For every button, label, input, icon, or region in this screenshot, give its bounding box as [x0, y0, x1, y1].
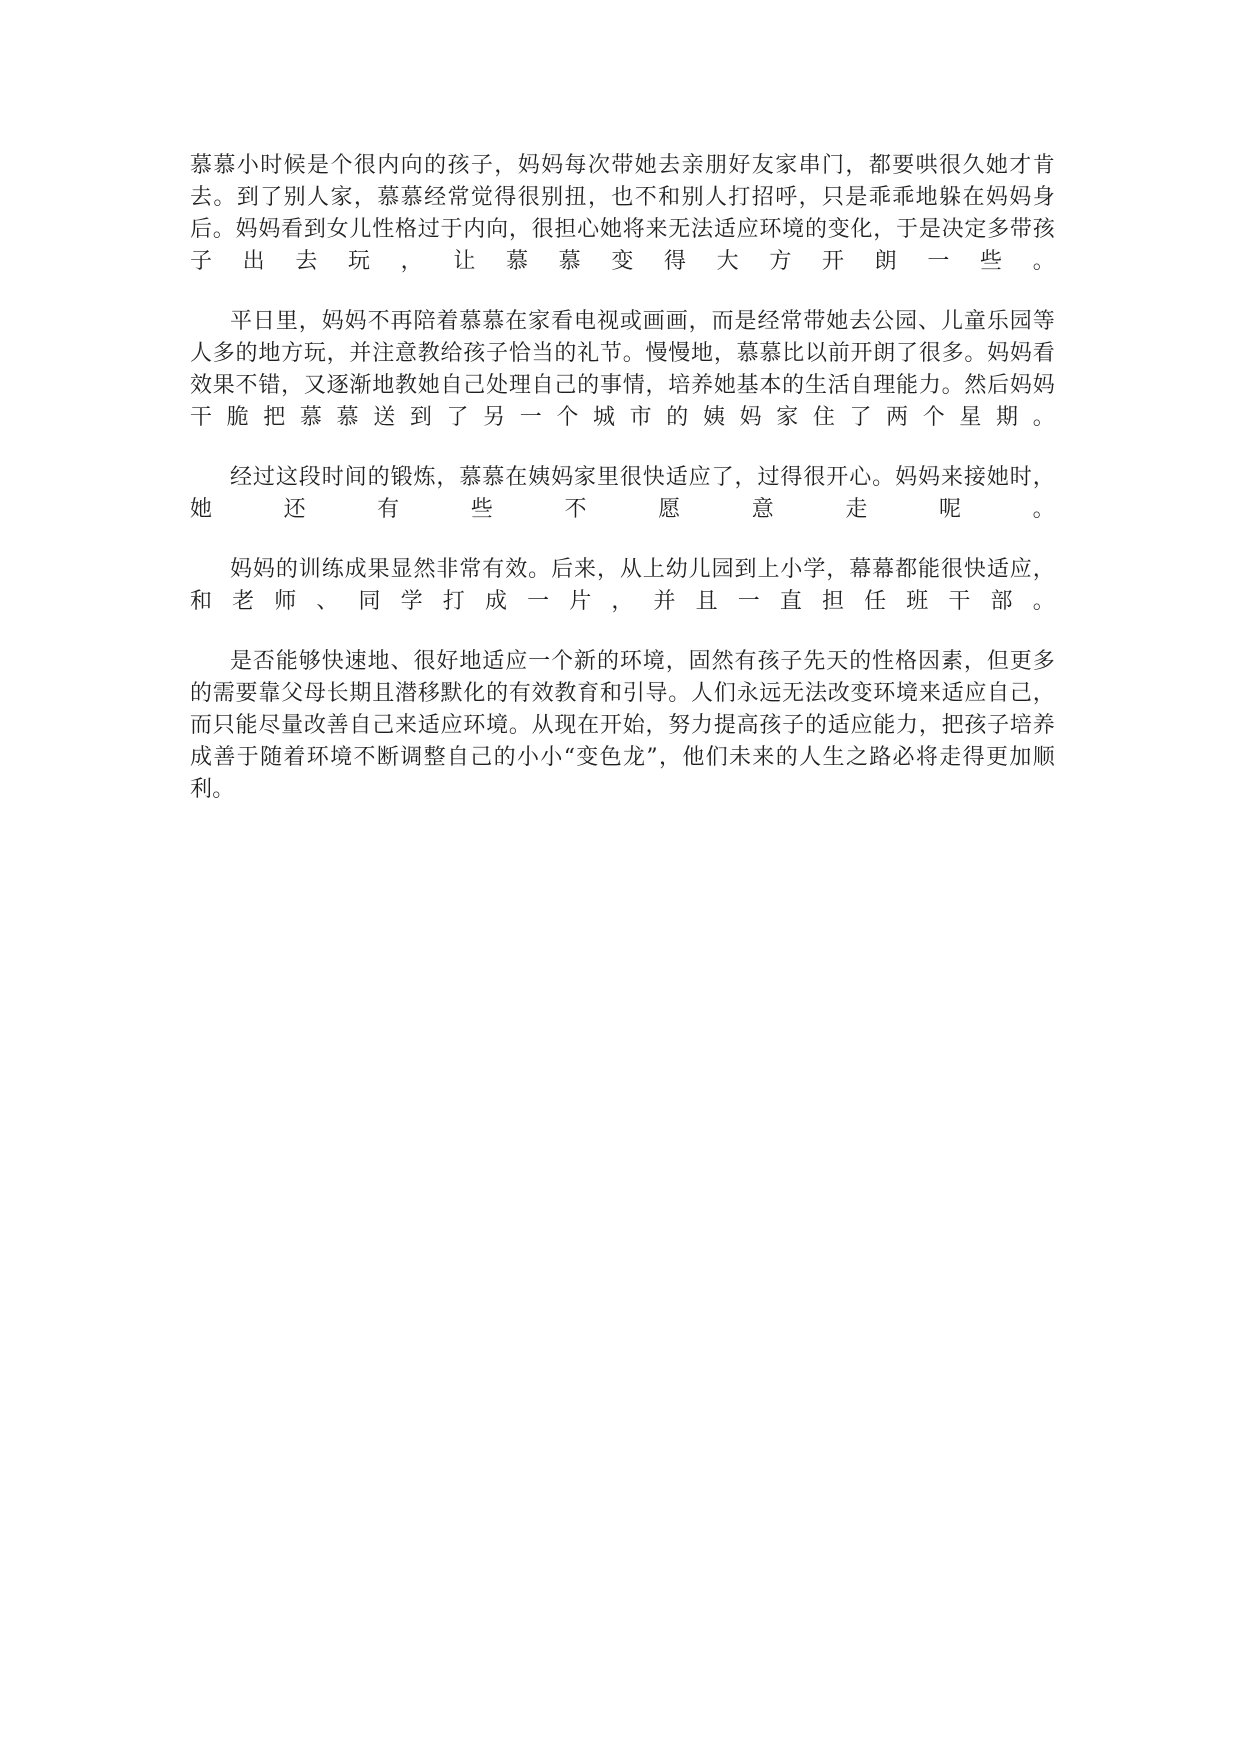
article-body — [190, 150, 1055, 834]
paragraph-2: 平日里，妈妈不再陪着慕慕在家看电视或画画，而是经常带她去公园、儿童乐园等人多的地方玩，并注意教给孩子恰当的礼节。慢慢地，慕慕比以前开朗了很多。妈妈看效果不错，又逐渐地教她自己处理自己的事情，培养她基本的生活自理能力。然后妈妈干脆把慕慕送到了另一个城市的姨妈家住了两个星期。 — [190, 309, 1055, 430]
paragraph-1: 慕慕小时候是个很内向的孩子，妈妈每次带她去亲朋好友家串门，都要哄很久她才肯去。到了别人家，慕慕经常觉得很别扭，也不和别人打招呼，只是乖乖地躲在妈妈身后。妈妈看到女儿性格过于内向，很担心她将来无法适应环境的变化，于是决定多带孩子出去玩，让慕慕变得大方开朗一些。 — [190, 153, 1055, 274]
paragraph-3: 经过这段时间的锻炼，慕慕在姨妈家里很快适应了，过得很开心。妈妈来接她时，她还有些不愿意走呢。 — [190, 465, 1055, 522]
paragraph-5: 是否能够快速地、很好地适应一个新的环境，固然有孩子先天的性格因素，但更多的需要靠父母长期且潜移默化的有效教育和引导。人们永远无法改变环境来适应自己，而只能尽量改善自己来适应环境。从现在开始，努力提高孩子的适应能力，把孩子培养成善于随着环境不断调整自己的小小“变色龙”，他们未来的人生之路必将走得更加顺利。 — [190, 649, 1055, 802]
paragraph-4: 妈妈的训练成果显然非常有效。后来，从上幼儿园到上小学，幕幕都能很快适应，和老师、同学打成一片，并且一直担任班干部。 — [190, 557, 1055, 614]
